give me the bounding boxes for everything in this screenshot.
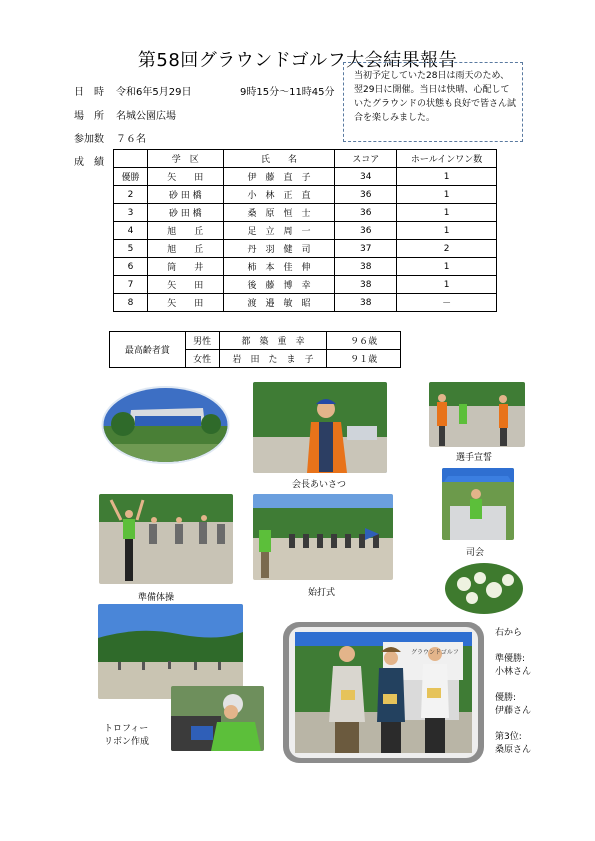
cell-name: 伊 藤 直 子 bbox=[223, 168, 335, 186]
place-value: 名城公園広場 bbox=[116, 111, 176, 122]
stadium-photo bbox=[101, 386, 230, 464]
oath-photo bbox=[429, 382, 525, 447]
participants-label: 参加数 bbox=[74, 134, 104, 145]
cell-score: 38 bbox=[335, 276, 397, 294]
eldest-award-table bbox=[109, 331, 401, 368]
header-name: 氏 名 bbox=[223, 150, 335, 168]
cell-name: 柿 本 佳 伸 bbox=[223, 258, 335, 276]
winners-photo-frame bbox=[283, 622, 484, 763]
cell-age: ９６歳 bbox=[327, 332, 401, 350]
participants-value: ７６名 bbox=[116, 134, 146, 145]
side-from-right: 右から bbox=[495, 628, 523, 638]
date-value: 令和6年5月29日 bbox=[116, 87, 192, 98]
cell-hole-in-one: － bbox=[397, 294, 497, 312]
cell-score: 34 bbox=[335, 168, 397, 186]
cell-rank: 優勝 bbox=[114, 168, 148, 186]
cell-name: 都 築 重 幸 bbox=[219, 332, 327, 350]
cell-rank: 3 bbox=[114, 204, 148, 222]
cell-hole-in-one: 1 bbox=[397, 168, 497, 186]
ribbon-photo bbox=[171, 686, 264, 751]
cell-age: ９１歳 bbox=[327, 350, 401, 368]
note-box: 当初予定していた28日は雨天のため、翌29日に開催。当日は快晴、心配していたグラウンドの状態も良好で皆さん試合を楽しみました。 bbox=[343, 62, 523, 142]
table-row bbox=[114, 258, 497, 276]
cell-rank: 4 bbox=[114, 222, 148, 240]
cell-name: 丹 羽 健 司 bbox=[223, 240, 335, 258]
side-winner-name: 伊藤さん bbox=[495, 706, 532, 716]
cell-rank: 8 bbox=[114, 294, 148, 312]
header-score: スコア bbox=[335, 150, 397, 168]
header-district: 学 区 bbox=[147, 150, 223, 168]
cell-hole-in-one: 1 bbox=[397, 222, 497, 240]
cell-score: 36 bbox=[335, 204, 397, 222]
cell-hole-in-one: 1 bbox=[397, 258, 497, 276]
side-runner-up-label: 準優勝: bbox=[495, 654, 526, 664]
warmup-photo bbox=[99, 494, 233, 584]
cell-score: 38 bbox=[335, 258, 397, 276]
cell-district: 矢 田 bbox=[147, 168, 223, 186]
winners-photo bbox=[295, 632, 472, 753]
cell-gender: 男性 bbox=[185, 332, 219, 350]
eldest-award-label: 最高齢者賞 bbox=[110, 332, 186, 368]
table-row bbox=[114, 240, 497, 258]
banner-text: グラウンドゴルフ bbox=[411, 649, 459, 656]
cell-rank: 7 bbox=[114, 276, 148, 294]
greeting-photo bbox=[253, 382, 387, 473]
trophy-caption: トロフィー リボン作成 bbox=[104, 724, 150, 747]
cell-district: 矢 田 bbox=[147, 294, 223, 312]
cell-hole-in-one: 1 bbox=[397, 204, 497, 222]
table-row bbox=[114, 222, 497, 240]
flower-photo bbox=[444, 562, 524, 615]
cell-name: 後 藤 博 幸 bbox=[223, 276, 335, 294]
header-rank bbox=[114, 150, 148, 168]
cell-district: 砂 田 橋 bbox=[147, 204, 223, 222]
results-label: 成 績 bbox=[74, 157, 104, 168]
warmup-caption: 準備体操 bbox=[138, 593, 175, 603]
header-hole-in-one: ホールインワン数 bbox=[397, 150, 497, 168]
cell-gender: 女性 bbox=[185, 350, 219, 368]
first-shot-photo bbox=[253, 494, 393, 580]
first-shot-caption: 始打式 bbox=[308, 588, 336, 598]
cell-name: 小 林 正 直 bbox=[223, 186, 335, 204]
side-winner-label: 優勝: bbox=[495, 693, 517, 703]
cell-score: 36 bbox=[335, 222, 397, 240]
greeting-caption: 会長あいさつ bbox=[292, 480, 347, 490]
cell-hole-in-one: 2 bbox=[397, 240, 497, 258]
cell-score: 37 bbox=[335, 240, 397, 258]
table-row bbox=[114, 204, 497, 222]
cell-district: 矢 田 bbox=[147, 276, 223, 294]
cell-score: 36 bbox=[335, 186, 397, 204]
mc-photo bbox=[442, 468, 514, 540]
table-row bbox=[114, 294, 497, 312]
cell-rank: 6 bbox=[114, 258, 148, 276]
cell-score: 38 bbox=[335, 294, 397, 312]
cell-district: 旭 丘 bbox=[147, 222, 223, 240]
field-photo bbox=[98, 604, 243, 699]
side-runner-up-name: 小林さん bbox=[495, 667, 532, 677]
cell-name: 渡 邉 敏 昭 bbox=[223, 294, 335, 312]
cell-rank: 2 bbox=[114, 186, 148, 204]
table-row bbox=[114, 186, 497, 204]
page-title: 第58回グラウンドゴルフ大会結果報告 bbox=[137, 50, 458, 71]
cell-name: 足 立 周 一 bbox=[223, 222, 335, 240]
cell-district: 筒 井 bbox=[147, 258, 223, 276]
oath-caption: 選手宣誓 bbox=[456, 453, 493, 463]
side-third-label: 第3位: bbox=[495, 732, 522, 742]
cell-rank: 5 bbox=[114, 240, 148, 258]
date-label: 日 時 bbox=[74, 87, 104, 98]
table-header-row bbox=[114, 150, 497, 168]
side-third-name: 桑原さん bbox=[495, 745, 532, 755]
table-row bbox=[114, 168, 497, 186]
results-table bbox=[113, 149, 497, 312]
cell-hole-in-one: 1 bbox=[397, 186, 497, 204]
place-label: 場 所 bbox=[74, 111, 104, 122]
cell-hole-in-one: 1 bbox=[397, 276, 497, 294]
cell-name: 桑 原 恒 士 bbox=[223, 204, 335, 222]
mc-caption: 司会 bbox=[466, 548, 485, 558]
cell-district: 砂 田 橋 bbox=[147, 186, 223, 204]
cell-district: 旭 丘 bbox=[147, 240, 223, 258]
time-value: 9時15分～11時45分 bbox=[240, 87, 335, 98]
table-row bbox=[114, 276, 497, 294]
table-row bbox=[110, 332, 401, 350]
cell-name: 岩 田 た ま 子 bbox=[219, 350, 327, 368]
